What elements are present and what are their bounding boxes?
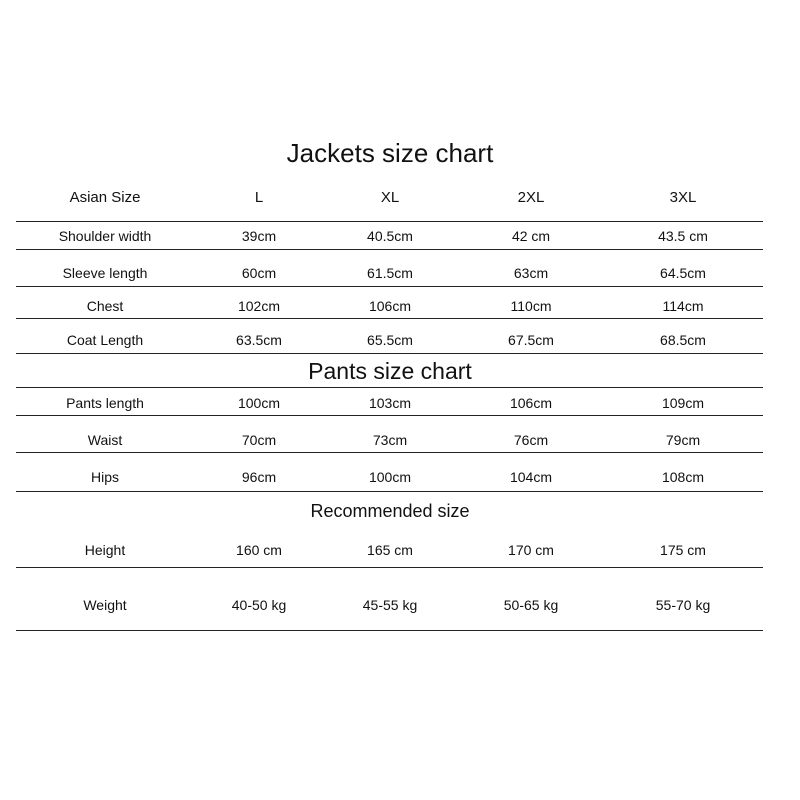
divider-line [16,630,763,631]
row-label: Pants length [66,395,144,411]
row-value: 175 cm [660,542,706,558]
divider-line [16,387,763,388]
row-label: Weight [83,597,127,613]
row-label: Chest [86,298,124,314]
row-value: 100cm [368,469,412,485]
row-value: 76cm [513,432,549,448]
row-value: 40.5cm [367,228,413,244]
row-label: Hips [90,469,120,485]
row-value: 61.5cm [367,265,413,281]
divider-line [16,249,763,250]
row-value: 103cm [368,395,412,411]
row-value: 70cm [241,432,277,448]
divider-line [16,452,763,453]
row-value: 73cm [372,432,408,448]
row-value: 67.5cm [508,332,554,348]
row-value: 39cm [241,228,277,244]
row-value: 106cm [368,298,412,314]
row-value: 165 cm [367,542,413,558]
size-header-xl: XL [380,189,400,206]
row-value: 108cm [661,469,705,485]
divider-line [16,286,763,287]
row-label: Waist [87,432,123,448]
row-value: 63.5cm [236,332,282,348]
row-label: Coat Length [66,332,144,348]
row-value: 43.5 cm [658,228,708,244]
row-value: 110cm [510,298,552,314]
pants-size-chart-title: Pants size chart [308,358,472,384]
recommended-size-title: Recommended size [310,501,470,521]
divider-line [16,567,763,568]
size-header-label: Asian Size [69,189,141,206]
row-value: 170 cm [508,542,554,558]
size-header-3xl: 3XL [669,189,697,206]
row-value: 102cm [237,298,281,314]
row-label: Sleeve length [62,265,148,281]
row-value: 96cm [241,469,277,485]
divider-line [16,221,763,222]
row-value: 104cm [509,469,553,485]
divider-line [16,415,763,416]
row-value: 109cm [661,395,705,411]
row-value: 45-55 kg [362,597,418,613]
size-header-l: L [254,189,264,206]
row-value: 42 cm [511,228,551,244]
row-value: 160 cm [236,542,282,558]
divider-line [16,318,763,319]
row-value: 68.5cm [660,332,706,348]
row-label: Shoulder width [58,228,152,244]
row-value: 60cm [241,265,277,281]
row-value: 40-50 kg [231,597,287,613]
row-value: 106cm [509,395,553,411]
row-value: 114cm [662,298,704,314]
row-value: 100cm [237,395,281,411]
jackets-size-chart-title: Jackets size chart [286,138,494,168]
size-header-2xl: 2XL [517,189,545,206]
row-value: 50-65 kg [503,597,559,613]
row-value: 55-70 kg [655,597,711,613]
divider-line [16,353,763,354]
row-value: 64.5cm [660,265,706,281]
row-value: 79cm [665,432,701,448]
divider-line [16,491,763,492]
row-value: 65.5cm [367,332,413,348]
row-value: 63cm [513,265,549,281]
row-label: Height [84,542,126,558]
